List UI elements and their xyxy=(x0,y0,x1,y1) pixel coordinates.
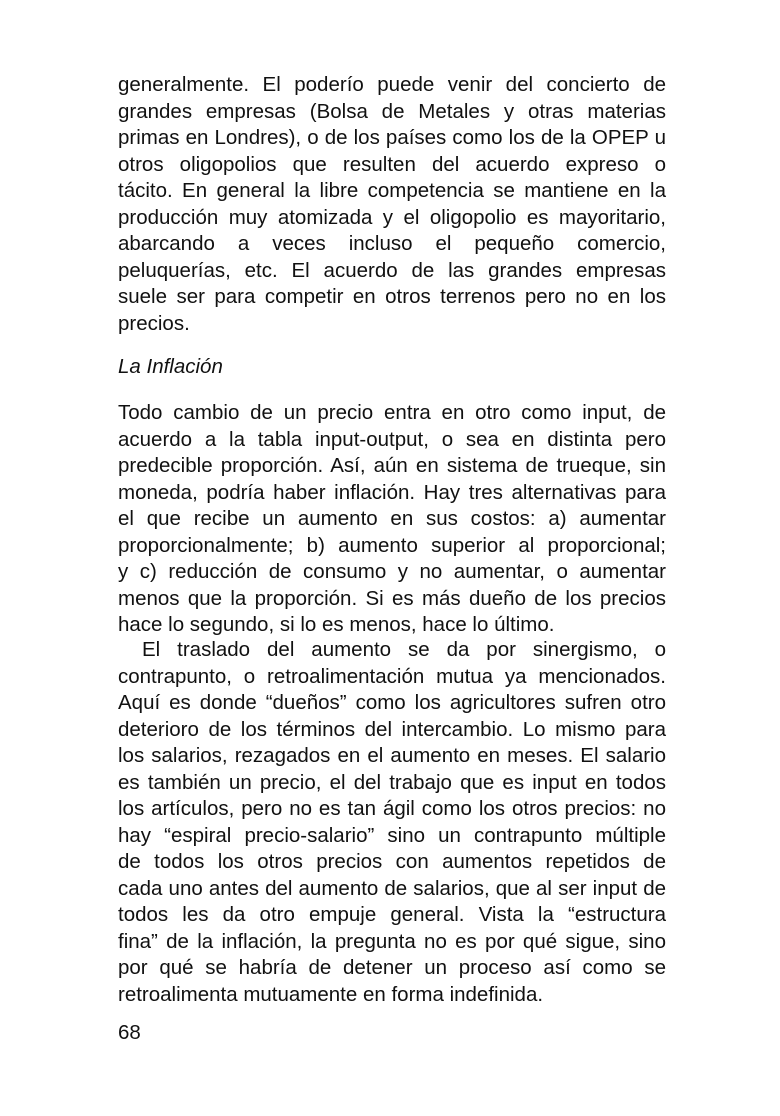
text-line: predecible proporción. Así, aún en sistema de trueque, sin xyxy=(118,454,666,477)
text-line: contrapunto, o retroalimentación mutua ya mencionados. xyxy=(118,664,666,688)
text-line: y c) reducción de consumo y no aumentar, o aumentar xyxy=(118,560,666,583)
text-line: moneda, podría haber inflación. Hay tres alternativas para xyxy=(118,480,666,504)
text-line: otros oligopolios que resulten del acuerdo expreso o xyxy=(118,152,666,176)
text-line: hace lo segundo, si lo es menos, hace lo último. xyxy=(118,613,555,636)
text-line: retroalimenta mutuamente en forma indefinida. xyxy=(118,982,544,1006)
page-number: 68 xyxy=(118,1021,141,1044)
text-line: los salarios, rezagados en el aumento en meses. El salario xyxy=(118,744,666,767)
paragraph-1 xyxy=(118,72,666,337)
text-line: cada uno antes del aumento de salarios, que al ser input de xyxy=(118,876,666,900)
text-line: todos les da otro empuje general. Vista la “estructura xyxy=(118,903,666,926)
section-heading: La Inflación xyxy=(118,355,223,378)
paragraph-3 xyxy=(118,637,666,1008)
text-line: Aquí es donde “dueños” como los agricultores sufren otro xyxy=(118,691,666,714)
text-line: deterioro de los términos del intercambio. Lo mismo para xyxy=(118,717,666,741)
text-line: proporcionalmente; b) aumento superior al proporcional; xyxy=(118,533,666,557)
text-line: el que recibe un aumento en sus costos: a) aumentar xyxy=(118,507,666,530)
text-line: abarcando a veces incluso el pequeño comercio, xyxy=(118,232,666,255)
text-line: hay “espiral precio-salario” sino un contrapunto múltiple xyxy=(118,823,666,847)
text-line: precios. xyxy=(118,311,190,335)
text-line: generalmente. El poderío puede venir del concierto de xyxy=(118,73,666,96)
text-line: fina” de la inflación, la pregunta no es por qué sigue, sino xyxy=(118,929,666,953)
text-line: los artículos, pero no es tan ágil como los otros precios: no xyxy=(118,797,666,820)
text-line: producción muy atomizada y el oligopolio es mayoritario, xyxy=(118,205,666,229)
text-line: Todo cambio de un precio entra en otro como input, de xyxy=(118,401,666,424)
paragraph-2 xyxy=(118,400,666,639)
text-line: El traslado del aumento se da por sinergismo, o xyxy=(142,638,666,661)
text-line: acuerdo a la tabla input-output, o sea en distinta pero xyxy=(118,427,666,451)
text-line: grandes empresas (Bolsa de Metales y otras materias xyxy=(118,99,666,123)
text-line: es también un precio, el del trabajo que es input en todos xyxy=(118,770,666,794)
text-line: de todos los otros precios con aumentos repetidos de xyxy=(118,850,666,873)
text-line: peluquerías, etc. El acuerdo de las grandes empresas xyxy=(118,258,666,282)
text-line: menos que la proporción. Si es más dueño de los precios xyxy=(118,586,666,610)
text-line: por qué se habría de detener un proceso así como se xyxy=(118,956,666,979)
text-line: suele ser para competir en otros terrenos pero no en los xyxy=(118,285,666,308)
text-line: primas en Londres), o de los países como los de la OPEP u xyxy=(118,126,666,149)
text-line: tácito. En general la libre competencia se mantiene en la xyxy=(118,179,666,202)
